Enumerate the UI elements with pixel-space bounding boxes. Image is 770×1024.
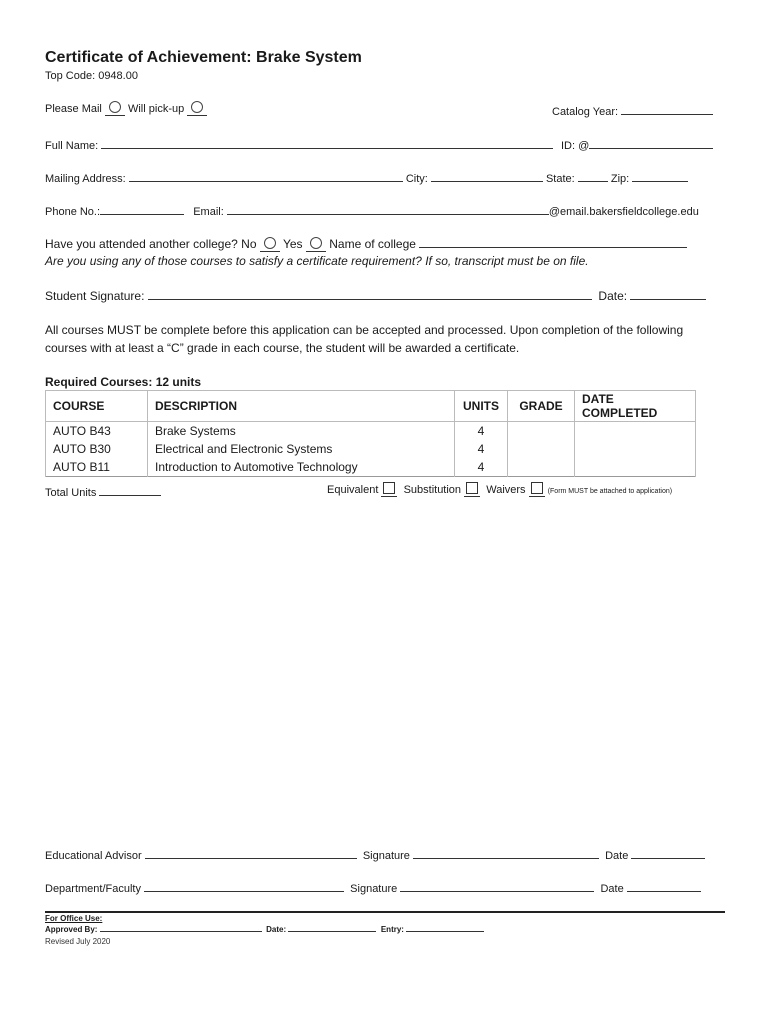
address-row bbox=[45, 170, 688, 185]
student-signature-label: Student Signature: bbox=[45, 289, 145, 303]
instructions-line-2: courses with at least a “C” grade in each course, the student will be awarded a certificate. bbox=[45, 341, 520, 355]
office-approval-row bbox=[45, 924, 484, 934]
city-label: City: bbox=[405, 173, 428, 185]
faculty-signature-input[interactable] bbox=[400, 880, 594, 892]
table-row bbox=[46, 440, 696, 458]
header-course: COURSE bbox=[46, 391, 148, 422]
course-units: 4 bbox=[455, 440, 508, 458]
email-input[interactable] bbox=[227, 203, 549, 215]
radio-circle-icon[interactable] bbox=[310, 237, 322, 249]
id-input[interactable] bbox=[589, 137, 713, 149]
requirements-heading: Required Courses: 12 units bbox=[45, 375, 202, 389]
catalog-year-input[interactable] bbox=[621, 103, 713, 115]
course-code: AUTO B43 bbox=[46, 422, 148, 441]
email-domain: @email.bakersfieldcollege.edu bbox=[548, 206, 699, 218]
faculty-row bbox=[45, 880, 701, 895]
header-date-completed: DATE COMPLETED bbox=[575, 391, 696, 422]
grade-cell[interactable] bbox=[508, 440, 575, 458]
signature-label: Signature bbox=[362, 850, 410, 862]
course-description: Introduction to Automotive Technology bbox=[148, 458, 455, 477]
entry-label: Entry: bbox=[380, 925, 404, 934]
department-faculty-input[interactable] bbox=[144, 880, 344, 892]
zip-input[interactable] bbox=[632, 170, 688, 182]
zip-label: Zip: bbox=[610, 173, 630, 185]
approved-by-label: Approved By: bbox=[45, 925, 98, 934]
office-divider bbox=[45, 911, 725, 913]
full-name-label: Full Name: bbox=[45, 140, 99, 152]
full-name-field bbox=[45, 137, 553, 152]
date-label: Date bbox=[605, 850, 629, 862]
mailing-address-input[interactable] bbox=[129, 170, 403, 182]
radio-circle-icon[interactable] bbox=[109, 101, 121, 113]
waivers-label: Waivers bbox=[486, 484, 526, 496]
educational-advisor-label: Educational Advisor bbox=[45, 850, 142, 862]
state-label: State: bbox=[545, 173, 575, 185]
transcript-note: Are you using any of those courses to satisfy a certificate requirement? If so, transcript must be on file. bbox=[45, 254, 589, 268]
table-header-row bbox=[46, 391, 696, 422]
id-label: ID: @ bbox=[561, 140, 590, 152]
course-units: 4 bbox=[455, 422, 508, 441]
checkbox-icon[interactable] bbox=[531, 482, 543, 494]
substitution-label: Substitution bbox=[403, 484, 462, 496]
phone-label: Phone No.: bbox=[45, 206, 101, 218]
course-code: AUTO B11 bbox=[46, 458, 148, 477]
id-field bbox=[561, 137, 713, 152]
table-row bbox=[46, 458, 696, 477]
radio-circle-icon[interactable] bbox=[191, 101, 203, 113]
date-input[interactable] bbox=[630, 288, 706, 300]
catalog-year-label: Catalog Year: bbox=[552, 106, 619, 118]
checkbox-icon[interactable] bbox=[383, 482, 395, 494]
yes-option[interactable] bbox=[306, 237, 326, 252]
table-row bbox=[46, 422, 696, 441]
form-title: Certificate of Achievement: Brake System bbox=[45, 49, 362, 66]
full-name-input[interactable] bbox=[101, 137, 553, 149]
email-label: Email: bbox=[193, 206, 224, 218]
yes-label: Yes bbox=[282, 237, 303, 251]
header-description: DESCRIPTION bbox=[148, 391, 455, 422]
equivalent-label: Equivalent bbox=[327, 484, 379, 496]
waivers-option[interactable] bbox=[529, 484, 545, 497]
course-options-row bbox=[327, 484, 672, 497]
attended-row bbox=[45, 236, 687, 252]
mailing-address-label: Mailing Address: bbox=[45, 173, 126, 185]
required-courses-table bbox=[45, 390, 696, 477]
catalog-year-field bbox=[552, 103, 713, 118]
department-faculty-label: Department/Faculty bbox=[45, 883, 141, 895]
revised-date: Revised July 2020 bbox=[45, 937, 111, 946]
date-label: Date: bbox=[598, 289, 628, 303]
advisor-signature-input[interactable] bbox=[413, 847, 599, 859]
substitution-option[interactable] bbox=[464, 484, 480, 497]
date-completed-cell[interactable] bbox=[575, 440, 696, 458]
college-name-label: Name of college bbox=[329, 237, 416, 251]
signature-label: Signature bbox=[350, 883, 398, 895]
advisor-row bbox=[45, 847, 705, 862]
contact-row bbox=[45, 203, 699, 218]
course-description: Brake Systems bbox=[148, 422, 455, 441]
city-input[interactable] bbox=[431, 170, 543, 182]
grade-cell[interactable] bbox=[508, 422, 575, 441]
student-signature-row bbox=[45, 288, 706, 303]
delivery-row bbox=[45, 103, 207, 116]
will-pickup-label: Will pick-up bbox=[127, 103, 185, 115]
date-completed-cell[interactable] bbox=[575, 458, 696, 477]
course-description: Electrical and Electronic Systems bbox=[148, 440, 455, 458]
checkbox-icon[interactable] bbox=[466, 482, 478, 494]
entry-input[interactable] bbox=[406, 924, 484, 932]
radio-circle-icon[interactable] bbox=[264, 237, 276, 249]
course-units: 4 bbox=[455, 458, 508, 477]
faculty-date-input[interactable] bbox=[627, 880, 701, 892]
header-units: UNITS bbox=[455, 391, 508, 422]
grade-cell[interactable] bbox=[508, 458, 575, 477]
will-pickup-option[interactable] bbox=[187, 103, 207, 116]
no-label: No bbox=[241, 237, 257, 251]
total-units-label: Total Units bbox=[45, 487, 97, 499]
student-signature-input[interactable] bbox=[148, 288, 592, 300]
educational-advisor-input[interactable] bbox=[145, 847, 357, 859]
college-name-input[interactable] bbox=[419, 236, 687, 248]
approved-by-input[interactable] bbox=[100, 924, 262, 932]
please-mail-label: Please Mail bbox=[45, 103, 102, 115]
header-grade: GRADE bbox=[508, 391, 575, 422]
date-completed-cell[interactable] bbox=[575, 422, 696, 441]
top-code: Top Code: 0948.00 bbox=[45, 70, 138, 82]
phone-input[interactable] bbox=[100, 203, 184, 215]
office-date-label: Date: bbox=[266, 925, 287, 934]
please-mail-option[interactable] bbox=[105, 103, 125, 116]
no-option[interactable] bbox=[260, 237, 280, 252]
course-code: AUTO B30 bbox=[46, 440, 148, 458]
equivalent-option[interactable] bbox=[381, 484, 397, 497]
office-date-input[interactable] bbox=[288, 924, 376, 932]
state-input[interactable] bbox=[578, 170, 608, 182]
advisor-date-input[interactable] bbox=[631, 847, 705, 859]
office-use-heading: For Office Use: bbox=[45, 914, 103, 923]
attach-note: (Form MUST be attached to application) bbox=[547, 488, 673, 495]
attended-question: Have you attended another college? bbox=[45, 237, 238, 251]
total-units-input[interactable] bbox=[99, 484, 161, 496]
total-units-field bbox=[45, 484, 161, 499]
date-label: Date bbox=[600, 883, 624, 895]
instructions-line-1: All courses MUST be complete before this application can be accepted and processed. Upon completion of the following bbox=[45, 323, 684, 337]
